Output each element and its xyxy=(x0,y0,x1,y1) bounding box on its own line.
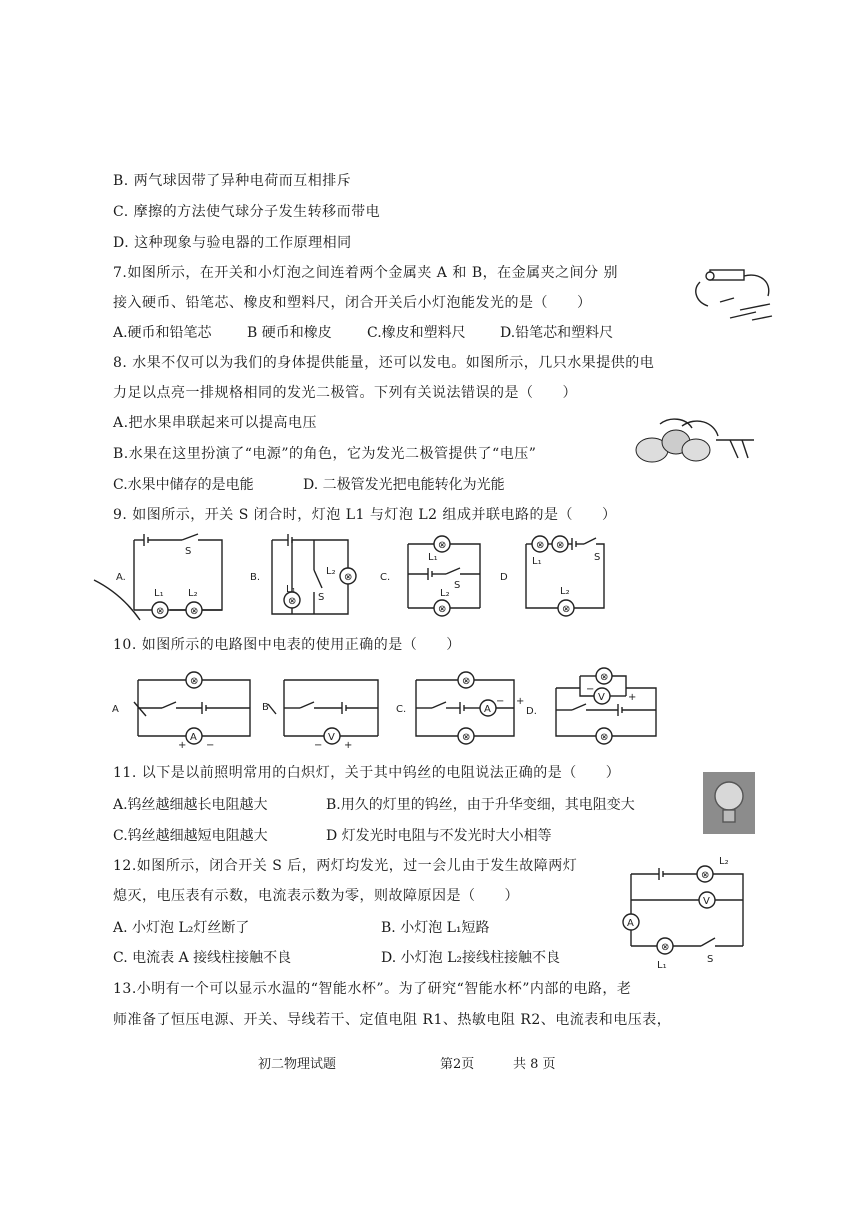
q12-l1-label: L₁ xyxy=(657,960,667,971)
svg-text:−: − xyxy=(586,684,595,695)
q7-option-b: B 硬币和橡皮 xyxy=(247,325,332,341)
q9-c-lamp1: ⊗ xyxy=(438,540,447,551)
q9-b-switch-label: S xyxy=(318,592,325,603)
q9-d-l1-label: L₁ xyxy=(532,556,542,567)
q10-d-lamp2: ⊗ xyxy=(600,732,609,743)
q9-c-l2-label: L₂ xyxy=(440,588,450,599)
q10-circuit-b xyxy=(262,664,392,749)
q7-circuit-photo xyxy=(690,262,780,332)
q8-stem-line2: 力足以点亮一排规格相同的发光二极管。下列有关说法错误的是（ ） xyxy=(113,385,577,401)
q9-circuit-b xyxy=(248,530,368,630)
q9-a-switch-label: S xyxy=(185,546,192,557)
q7-option-d: D.铅笔芯和塑料尺 xyxy=(500,325,614,341)
q10-d-voltmeter: V xyxy=(598,692,605,703)
q9-a-l2-label: L₂ xyxy=(188,588,198,599)
q12-l2-label: L₂ xyxy=(719,856,729,867)
q9-b-l1-label: L₁ xyxy=(286,584,296,595)
q13-stem-line1: 13.小明有一个可以显示水温的“智能水杯”。为了研究“智能水杯”内部的电路，老 xyxy=(113,981,632,997)
q9-b-lamp1: ⊗ xyxy=(288,596,297,607)
q9-a-lamp1: ⊗ xyxy=(156,606,165,617)
q11-stem: 11. 以下是以前照明常用的白炽灯，关于其中钨丝的电阻说法正确的是（ ） xyxy=(113,765,621,781)
q9-label-c: C. xyxy=(380,572,391,583)
q9-label-b: B. xyxy=(250,572,261,583)
q7-option-c: C.橡皮和塑料尺 xyxy=(367,325,466,341)
q12-ammeter: A xyxy=(627,918,634,929)
q8-option-d: D. 二极管发光把电能转化为光能 xyxy=(303,477,505,493)
footer-page-number: 第2页 xyxy=(440,1057,475,1072)
q8-option-a: A.把水果串联起来可以提高电压 xyxy=(113,415,318,431)
q12-option-b: B. 小灯泡 L₁短路 xyxy=(381,920,490,936)
q10-label-a: A xyxy=(112,704,119,715)
q8-fruit-battery-figure xyxy=(630,412,760,467)
q9-c-switch-label: S xyxy=(454,580,461,591)
q12-stem-line2: 熄灭，电压表有示数，电流表示数为零，则故障原因是（ ） xyxy=(113,888,519,904)
q9-c-l1-label: L₁ xyxy=(428,552,438,563)
q9-d-lamp2: ⊗ xyxy=(556,540,565,551)
q6-option-d: D. 这种现象与验电器的工作原理相同 xyxy=(113,235,352,251)
q11-option-c: C.钨丝越细越短电阻越大 xyxy=(113,828,268,844)
q9-circuit-c xyxy=(380,530,500,630)
footer-subject: 初二物理试题 xyxy=(258,1057,337,1072)
svg-text:+: + xyxy=(628,692,637,703)
q10-label-c: C. xyxy=(396,704,407,715)
q8-option-b: B.水果在这里扮演了“电源”的角色，它为发光二极管提供了“电压” xyxy=(113,446,537,462)
q9-label-a: A. xyxy=(116,572,126,583)
q8-stem-line1: 8. 水果不仅可以为我们的身体提供能量，还可以发电。如图所示，几只水果提供的电 xyxy=(113,355,655,371)
q13-stem-line2: 师准备了恒压电源、开关、导线若干、定值电阻 R1、热敏电阻 R2、电流表和电压表， xyxy=(113,1012,672,1028)
footer-total-pages: 共 8 页 xyxy=(513,1057,556,1072)
q12-option-d: D. 小灯泡 L₂接线柱接触不良 xyxy=(381,950,560,966)
q9-d-lamp1: ⊗ xyxy=(536,540,545,551)
svg-text:+: + xyxy=(516,696,525,707)
q12-circuit xyxy=(615,852,755,972)
q6-option-b: B. 两气球因带了异种电荷而互相排斥 xyxy=(113,173,352,189)
q12-lamp2: ⊗ xyxy=(701,870,710,881)
q6-option-c: C. 摩擦的方法使气球分子发生转移而带电 xyxy=(113,204,381,220)
q9-b-l2-label: L₂ xyxy=(326,566,336,577)
svg-text:+: + xyxy=(178,740,187,751)
q10-a-ammeter: A xyxy=(190,732,197,743)
q11-option-a: A.钨丝越细越长电阻越大 xyxy=(113,797,268,813)
svg-text:+: + xyxy=(344,740,353,751)
q9-label-d: D xyxy=(500,572,508,583)
q9-a-lamp2: ⊗ xyxy=(190,606,199,617)
q11-option-d: D 灯发光时电阻与不发光时大小相等 xyxy=(326,828,552,844)
q10-circuit-d xyxy=(526,660,666,752)
q7-option-a: A.硬币和铅笔芯 xyxy=(113,325,212,341)
q12-lamp1: ⊗ xyxy=(661,942,670,953)
q10-b-voltmeter: V xyxy=(328,732,335,743)
q11-option-b: B.用久的灯里的钨丝，由于升华变细，其电阻变大 xyxy=(326,797,635,813)
q10-d-lamp1: ⊗ xyxy=(600,672,609,683)
q9-circuit-a xyxy=(90,530,240,630)
q12-voltmeter: V xyxy=(703,896,710,907)
q10-c-ammeter: A xyxy=(484,704,491,715)
q9-d-l2-label: L₂ xyxy=(560,586,570,597)
q7-stem-line1: 7.如图所示，在开关和小灯泡之间连着两个金属夹 A 和 B，在金属夹之间分 别 xyxy=(113,265,619,281)
q9-a-l1-label: L₁ xyxy=(154,588,164,599)
q9-stem: 9. 如图所示，开关 S 闭合时，灯泡 L1 与灯泡 L2 组成并联电路的是（ ） xyxy=(113,507,617,523)
q10-label-b: B xyxy=(262,702,269,713)
q10-stem: 10. 如图所示的电路图中电表的使用正确的是（ ） xyxy=(113,637,461,653)
q10-label-d: D. xyxy=(526,706,537,717)
q10-a-lamp: ⊗ xyxy=(190,676,199,687)
q12-option-c: C. 电流表 A 接线柱接触不良 xyxy=(113,950,292,966)
q12-option-a: A. 小灯泡 L₂灯丝断了 xyxy=(113,920,250,936)
q7-stem-line2: 接入硬币、铅笔芯、橡皮和塑料尺，闭合开关后小灯泡能发光的是（ ） xyxy=(113,295,592,311)
svg-text:−: − xyxy=(206,740,215,751)
q9-d-switch-label: S xyxy=(594,552,601,563)
svg-text:−: − xyxy=(496,696,505,707)
q12-stem-line1: 12.如图所示，闭合开关 S 后，两灯均发光，过一会儿由于发生故障两灯 xyxy=(113,858,578,874)
q10-circuit-c xyxy=(396,664,536,749)
q9-b-lamp2: ⊗ xyxy=(344,572,353,583)
q10-c-lamp2: ⊗ xyxy=(462,732,471,743)
q10-circuit-a xyxy=(112,664,262,749)
q9-c-lamp2: ⊗ xyxy=(438,604,447,615)
svg-text:−: − xyxy=(314,740,323,751)
q11-bulb-photo xyxy=(703,772,755,834)
q12-switch-label: S xyxy=(707,954,714,965)
q10-c-lamp1: ⊗ xyxy=(462,676,471,687)
q8-option-c: C.水果中储存的是电能 xyxy=(113,477,254,493)
q9-d-lamp3: ⊗ xyxy=(562,604,571,615)
q9-circuit-d xyxy=(496,530,616,630)
